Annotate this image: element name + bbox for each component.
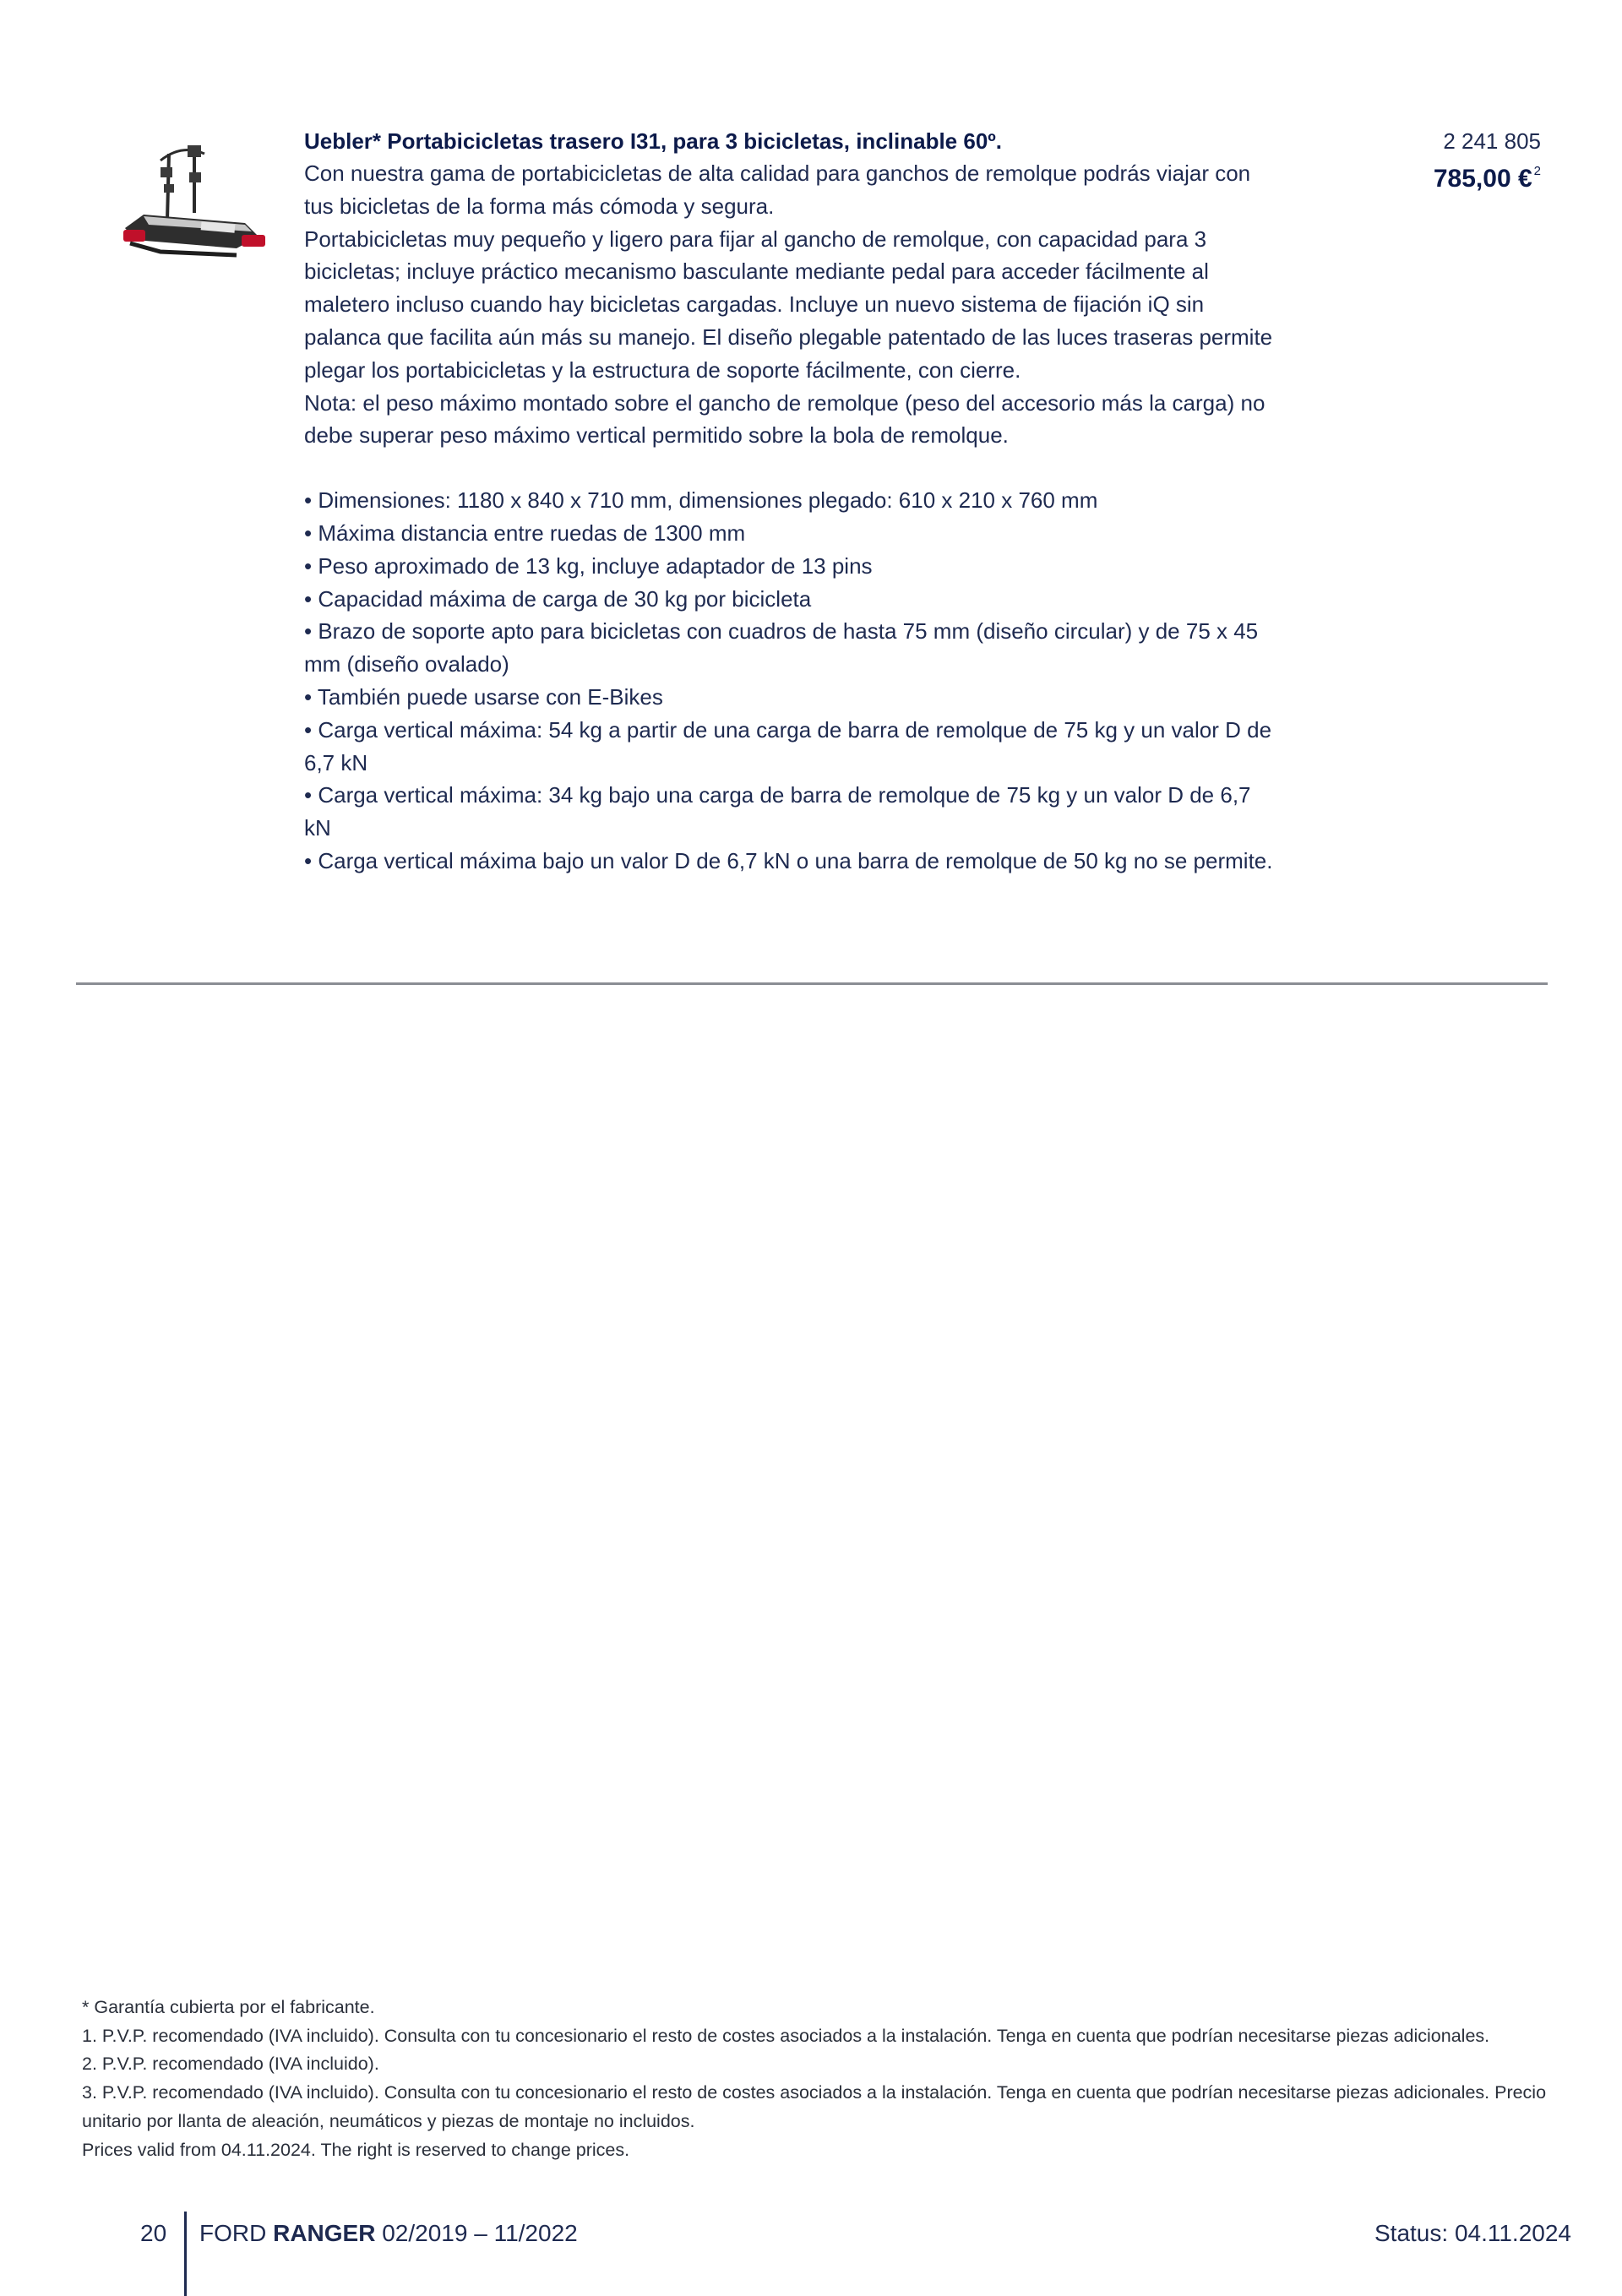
page-number: 20 <box>140 2220 167 2246</box>
section-divider <box>76 982 1548 985</box>
model-name: RANGER <box>273 2220 376 2246</box>
footnote: * Garantía cubierta por el fabricante. <box>82 1997 375 2017</box>
footnote: 1. P.V.P. recomendado (IVA incluido). Consulta con tu concesionario el resto de costes asociados a la instalación. Tenga en cuenta que podrían necesitarse piezas adicionales. <box>82 2025 1490 2046</box>
model-years: 02/2019 – 11/2022 <box>382 2220 578 2246</box>
feature-list <box>304 484 1276 878</box>
footnote: Prices valid from 04.11.2024. The right is reserved to change prices. <box>82 2139 630 2160</box>
brand-name: FORD <box>199 2220 267 2246</box>
feature-item: • También puede usarse con E-Bikes <box>304 683 663 710</box>
product-title: Uebler* Portabicicletas trasero I31, para 3 bicicletas, inclinable 60º. <box>304 128 1002 154</box>
product-description-details: Portabicicletas muy pequeño y ligero para fijar al gancho de remolque, con capacidad para 3 bicicletas; incluye práctico mecanismo basculante mediante pedal para acceder fácilmente al maletero incluso cuando hay bicicletas cargadas. Incluye un nuevo sistema de fijación iQ sin palanca que facilita aún más su manejo. El diseño plegable patentado de las luces traseras permite plegar los portabicicletas y la estructura de soporte fácilmente, con cierre. <box>304 226 1273 383</box>
price <box>1434 164 1541 193</box>
bike-rack-icon <box>110 135 279 270</box>
feature-item: • Carga vertical máxima bajo un valor D de 6,7 kN o una barra de remolque de 50 kg no se permite. <box>304 847 1273 873</box>
footnote: 3. P.V.P. recomendado (IVA incluido). Consulta con tu concesionario el resto de costes asociados a la instalación. Tenga en cuenta que podrían necesitarse piezas adicionales. Precio unitario por llanta de aleación, neumáticos y piezas de montaje no incluidos. <box>82 2082 1547 2131</box>
product-entry <box>0 0 1622 988</box>
price-value: 785,00 € <box>1433 165 1532 193</box>
feature-item: • Carga vertical máxima: 34 kg bajo una carga de barra de remolque de 75 kg y un valor D de 6,7 kN <box>304 782 1251 841</box>
product-description-note: Nota: el peso máximo montado sobre el gancho de remolque (peso del accesorio más la carga) no debe superar peso máximo vertical permitido sobre la bola de remolque. <box>304 389 1265 449</box>
footer-divider <box>184 2212 187 2296</box>
product-description-block <box>304 125 1276 878</box>
model-label <box>199 2220 578 2247</box>
feature-item: • Capacidad máxima de carga de 30 kg por bicicleta <box>304 585 812 612</box>
footnotes <box>82 1994 1552 2164</box>
product-description-intro: Con nuestra gama de portabicicletas de alta calidad para ganchos de remolque podrás viajar con tus bicicletas de la forma más cómoda y segura. <box>304 161 1251 219</box>
feature-item: • Dimensiones: 1180 x 840 x 710 mm, dimensiones plegado: 610 x 210 x 760 mm <box>304 487 1098 514</box>
footnote: 2. P.V.P. recomendado (IVA incluido). <box>82 2054 379 2075</box>
feature-item: • Brazo de soporte apto para bicicletas con cuadros de hasta 75 mm (diseño circular) y de 75 x 45 mm (diseño ovalado) <box>304 618 1259 677</box>
price-footnote-ref: 2 <box>1533 164 1541 178</box>
feature-item: • Carga vertical máxima: 54 kg a partir de una carga de barra de remolque de 75 kg y un valor D de 6,7 kN <box>304 716 1272 775</box>
part-number: 2 241 805 <box>1443 128 1541 154</box>
feature-item: • Peso aproximado de 13 kg, incluye adaptador de 13 pins <box>304 552 873 579</box>
status-date: Status: 04.11.2024 <box>1374 2220 1571 2246</box>
feature-item: • Máxima distancia entre ruedas de 1300 mm <box>304 520 746 546</box>
